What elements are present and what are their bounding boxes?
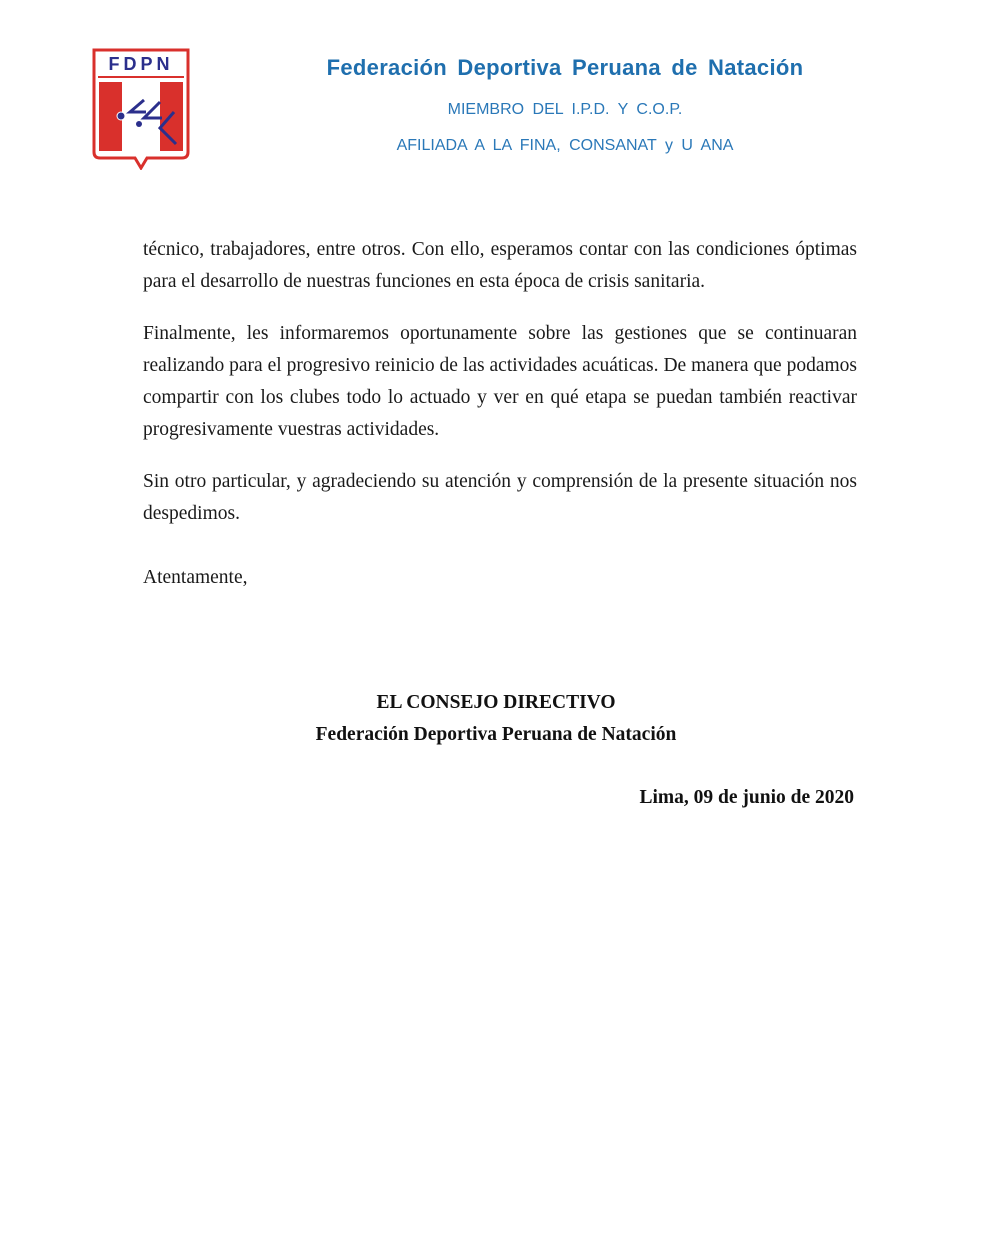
signature-federation: Federación Deportiva Peruana de Natación (315, 724, 677, 745)
paragraph-conditions: técnico, trabajadores, entre otros. Con ello, esperamos contar con las condiciones óptimas para el desarrollo de nuestras funciones en esta época de crisis sanitaria. (143, 239, 857, 292)
logo-text: FDPN (108, 54, 174, 74)
signature-council: EL CONSEJO DIRECTIVO (376, 692, 616, 713)
paragraph-closing: Sin otro particular, y agradeciendo su atención y comprensión de la presente situación nos despedimos. (143, 471, 857, 524)
paragraph-finally: Finalmente, les informaremos oportunamente sobre las gestiones que se continuaran realizando para el progresivo reinicio de las actividades acuáticas. De manera que podamos compartir con los clubes todo lo actuado y ver en qué etapa se puedan también reactivar progresivamente vuestras actividades. (143, 323, 857, 440)
header-affiliation: AFILIADA A LA FINA, CONSANAT y U ANA (396, 137, 734, 154)
fdpn-logo (92, 48, 190, 170)
salutation: Atentamente, (143, 567, 248, 588)
header-title: Federación Deportiva Peruana de Natación (326, 55, 804, 80)
fdpn-shield-icon (92, 48, 190, 170)
header-membership: MIEMBRO DEL I.P.D. Y C.O.P. (447, 101, 683, 118)
document-date: Lima, 09 de junio de 2020 (639, 787, 854, 808)
